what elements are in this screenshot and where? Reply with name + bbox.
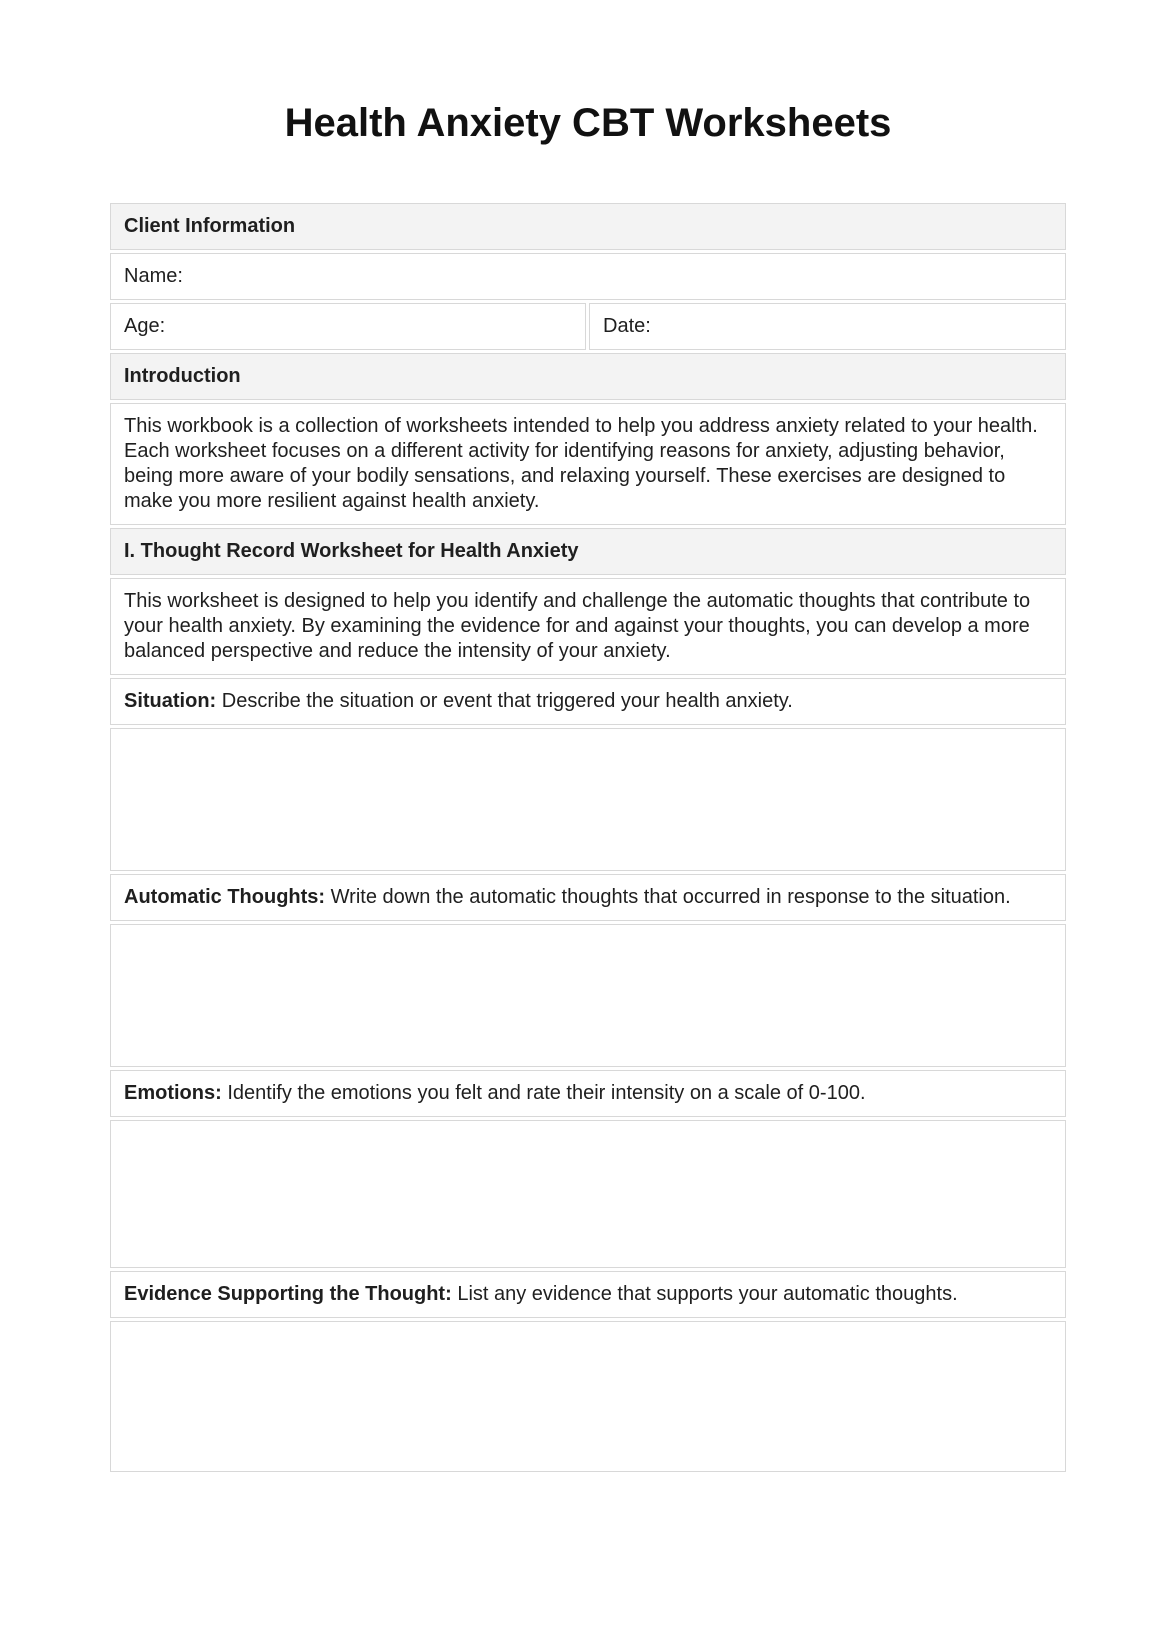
situation-prompt-row bbox=[110, 678, 1066, 725]
evidence-supporting-prompt-text: List any evidence that supports your automatic thoughts. bbox=[457, 1283, 958, 1305]
thought-record-header-label: I. Thought Record Worksheet for Health Anxiety bbox=[124, 540, 579, 562]
emotions-answer-box[interactable] bbox=[110, 1120, 1066, 1268]
introduction-text: This workbook is a collection of worksheets intended to help you address anxiety related to your health. Each worksheet focuses on a different activity for identifying reasons for anxiety, adjusting behavior, being more aware of your bodily sensations, and relaxing yourself. These exercises are designed to make you more resilient against health anxiety. bbox=[124, 415, 1038, 512]
situation-prompt-text: Describe the situation or event that triggered your health anxiety. bbox=[221, 690, 793, 712]
evidence-supporting-prompt-row bbox=[110, 1271, 1066, 1318]
introduction-paragraph bbox=[110, 403, 1066, 525]
age-field-cell[interactable] bbox=[110, 303, 586, 350]
automatic-thoughts-prompt-label: Automatic Thoughts: bbox=[124, 886, 326, 908]
automatic-thoughts-prompt-row bbox=[110, 874, 1066, 921]
age-label: Age: bbox=[124, 315, 166, 337]
client-information-header-label: Client Information bbox=[124, 215, 296, 237]
date-label: Date: bbox=[603, 315, 651, 337]
name-field-row[interactable] bbox=[110, 253, 1066, 300]
introduction-section-header bbox=[110, 353, 1066, 400]
automatic-thoughts-prompt-text: Write down the automatic thoughts that occurred in response to the situation. bbox=[330, 886, 1011, 908]
situation-prompt-label: Situation: bbox=[124, 690, 217, 712]
automatic-thoughts-answer-box[interactable] bbox=[110, 924, 1066, 1067]
age-date-row bbox=[110, 303, 1066, 350]
emotions-prompt-text: Identify the emotions you felt and rate their intensity on a scale of 0-100. bbox=[227, 1082, 866, 1104]
thought-record-description bbox=[110, 578, 1066, 675]
emotions-prompt-label: Emotions: bbox=[124, 1082, 222, 1104]
introduction-header-label: Introduction bbox=[124, 365, 241, 387]
date-field-cell[interactable] bbox=[589, 303, 1066, 350]
thought-record-description-text: This worksheet is designed to help you identify and challenge the automatic thoughts that contribute to your health anxiety. By examining the evidence for and against your thoughts, you can develop a more balanced perspective and reduce the intensity of your anxiety. bbox=[124, 590, 1031, 662]
worksheet-table bbox=[110, 203, 1066, 1472]
page-title: Health Anxiety CBT Worksheets bbox=[284, 101, 892, 145]
thought-record-section-header bbox=[110, 528, 1066, 575]
client-information-section-header bbox=[110, 203, 1066, 250]
emotions-prompt-row bbox=[110, 1070, 1066, 1117]
name-label: Name: bbox=[124, 265, 183, 287]
evidence-supporting-prompt-label: Evidence Supporting the Thought: bbox=[124, 1283, 452, 1305]
situation-answer-box[interactable] bbox=[110, 728, 1066, 871]
evidence-supporting-answer-box[interactable] bbox=[110, 1321, 1066, 1472]
